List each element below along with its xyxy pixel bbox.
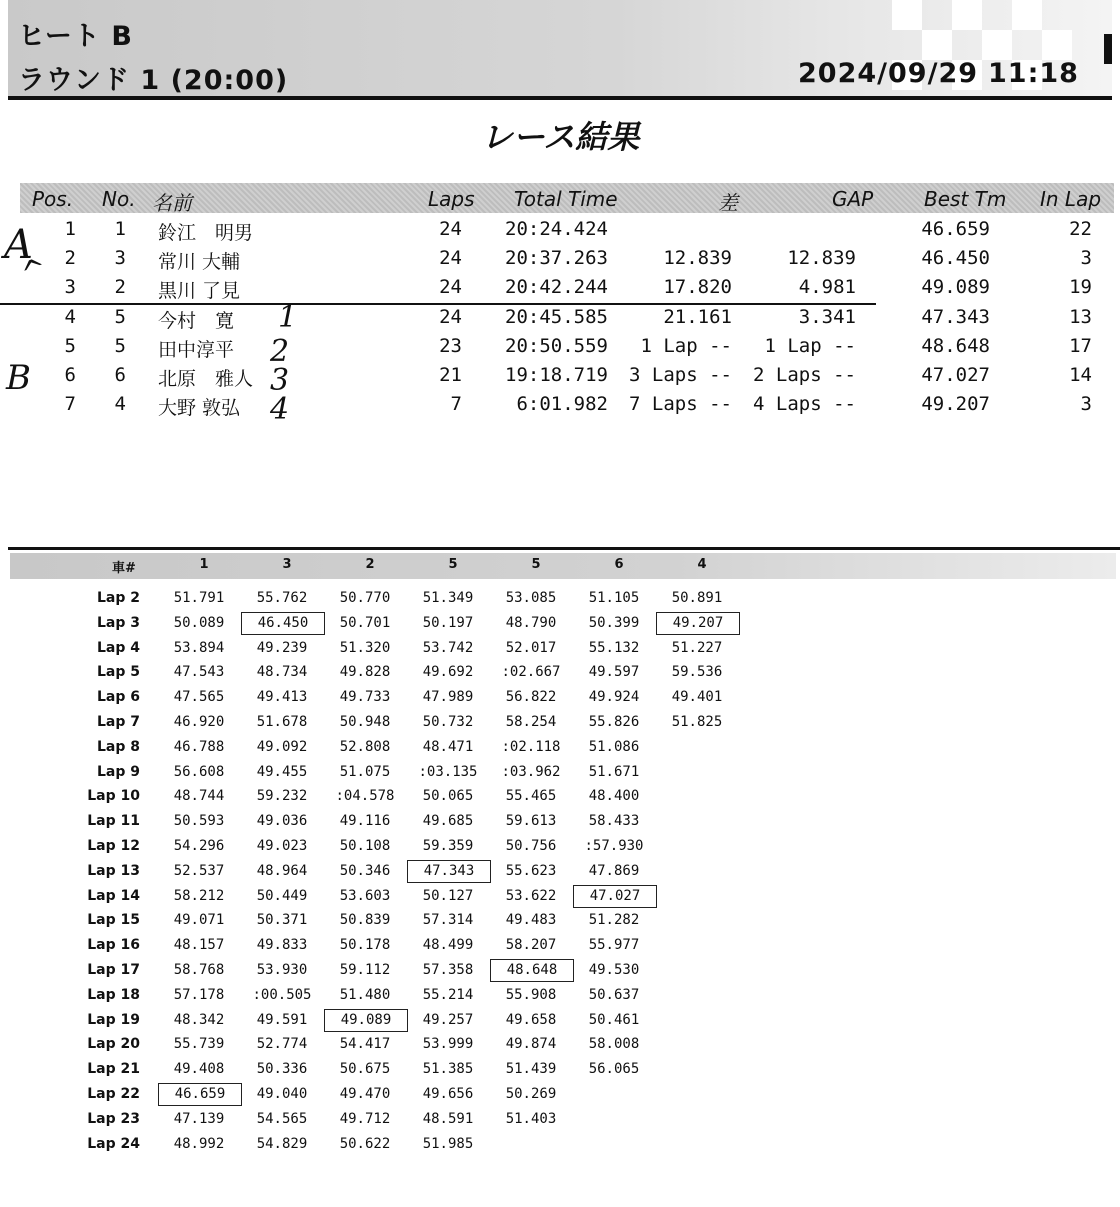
lap-time: 51.825 [671,714,723,730]
lap-time: 49.597 [588,664,640,681]
lap-time: 57.314 [422,912,474,929]
lap-time: 53.999 [422,1036,474,1053]
lap-time: 47.989 [422,689,474,706]
lap-time: 50.449 [256,887,308,904]
lap-time: 55.826 [588,714,640,730]
lap-label: Lap 23 [87,1110,140,1127]
lap-time: :03.135 [418,763,478,780]
lap-table-header [10,553,1116,579]
handwritten-rank-1: 1 [278,300,298,335]
result-row [0,245,1120,274]
header-rule [8,96,1112,100]
lap-time: 50.197 [422,614,474,631]
result-best-time: 46.450 [921,247,990,270]
lap-time: 49.257 [422,1011,474,1028]
lap-time: 46.788 [173,738,225,755]
lap-row [0,1033,1120,1058]
result-row [0,333,1120,362]
lap-time: 49.040 [256,1086,308,1102]
result-gap: 4.981 [798,276,856,299]
lap-time: 48.790 [505,614,557,631]
lap-time: 55.623 [505,862,557,879]
lap-time-best: 47.343 [407,860,491,883]
car-number-label: 車# [112,561,136,576]
lap-time: :57.930 [584,838,644,854]
lap-label: Lap 14 [87,887,140,904]
result-total-time: 20:50.559 [505,334,608,357]
result-car-no: 5 [114,334,126,357]
result-in-lap: 3 [1080,393,1092,416]
lap-time: 50.178 [339,937,391,954]
results-table-header [20,183,1114,213]
lap-time: 49.658 [505,1011,557,1028]
lap-time: 49.924 [588,689,640,706]
result-diff: 17.820 [663,276,732,299]
lap-time: 57.178 [173,986,225,1003]
col-best-time: Best Tm [924,187,1007,211]
result-row [0,216,1120,245]
result-row [0,274,1120,303]
lap-time: 49.408 [173,1061,225,1078]
result-total-time: 19:18.719 [505,364,608,386]
lap-time: 50.336 [256,1061,308,1078]
lap-row [0,835,1120,860]
lap-time-best: 46.450 [241,612,325,635]
lap-row [0,785,1120,810]
lap-time: 49.833 [256,937,308,954]
lap-label: Lap 10 [87,788,140,805]
lap-time: 55.132 [588,639,640,656]
race-date: 2024/09/29 [798,58,979,89]
lap-time: 50.108 [339,838,391,854]
lap-row [0,1133,1120,1158]
result-name: 黒川 了見 [158,280,241,303]
lap-time-best: 46.659 [158,1083,242,1106]
lap-row [0,761,1120,786]
lap-time: 50.701 [339,614,391,631]
lap-time: 49.530 [588,962,640,978]
lap-row [0,711,1120,736]
result-laps: 23 [439,334,462,357]
lap-time: 51.985 [422,1135,474,1152]
col-name: 名前 [152,191,192,215]
lap-time: 51.075 [339,763,391,780]
lap-row [0,934,1120,959]
result-diff: 21.161 [663,305,732,328]
car-col-4: 5 [448,557,458,572]
lap-time: 47.565 [173,689,225,706]
lap-label: Lap 15 [87,912,140,929]
lap-time: 48.157 [173,937,225,954]
result-pos: 6 [64,364,76,386]
result-best-time: 48.648 [921,334,990,357]
lap-time: 49.092 [256,738,308,755]
handwritten-underline [0,303,876,305]
result-pos: 1 [64,218,76,240]
result-total-time: 6:01.982 [516,393,608,416]
col-no: No. [102,187,136,211]
lap-time: 50.675 [339,1061,391,1078]
lap-time: 49.712 [339,1110,391,1127]
result-diff: 1 Lap -- [640,334,732,357]
result-laps: 21 [439,364,462,386]
lap-label: Lap 22 [87,1086,140,1102]
lap-time: 50.732 [422,714,474,730]
car-col-1: 1 [199,557,209,572]
lap-time: 49.483 [505,912,557,929]
lap-time: 48.734 [256,664,308,681]
lap-time: 47.869 [588,862,640,879]
col-total-time: Total Time [514,187,618,211]
car-col-3: 2 [365,557,375,572]
lap-row [0,1009,1120,1034]
lap-time: 56.608 [173,763,225,780]
lap-time: 50.065 [422,788,474,805]
result-car-no: 3 [114,247,126,270]
lap-time: 58.254 [505,714,557,730]
result-gap: 1 Lap -- [764,334,856,357]
lap-time: 51.480 [339,986,391,1003]
lap-time: 49.401 [671,689,723,706]
result-gap: 4 Laps -- [753,393,856,416]
lap-time: 49.239 [256,639,308,656]
car-col-6: 6 [614,557,624,572]
result-pos: 4 [64,305,76,328]
result-car-no: 6 [114,364,126,386]
lap-time: 51.282 [588,912,640,929]
lap-time: 56.065 [588,1061,640,1078]
lap-time: 49.071 [173,912,225,929]
lap-label: Lap 7 [96,714,140,730]
result-in-lap: 13 [1069,305,1092,328]
lap-time: 59.536 [671,664,723,681]
result-laps: 24 [439,305,462,328]
result-pos: 2 [64,247,76,270]
lap-time: 54.417 [339,1036,391,1053]
lap-label: Lap 2 [96,590,140,606]
lap-time: 46.920 [173,714,225,730]
lap-row [0,909,1120,934]
lap-time: 49.036 [256,813,308,830]
lap-table-rule [8,547,1120,550]
handwritten-group-b: B [6,358,31,398]
lap-time: 53.894 [173,639,225,656]
lap-time: 51.385 [422,1061,474,1078]
lap-time: 49.116 [339,813,391,830]
lap-time: 50.269 [505,1086,557,1102]
lap-time: 47.139 [173,1110,225,1127]
lap-label: Lap 4 [96,639,140,656]
lap-time: :00.505 [252,986,312,1003]
result-gap: 2 Laps -- [753,364,856,386]
lap-time: 59.359 [422,838,474,854]
lap-label: Lap 16 [87,937,140,954]
lap-time: 48.342 [173,1011,225,1028]
result-name: 常川 大輔 [158,251,241,274]
lap-time: 50.756 [505,838,557,854]
lap-time: 52.537 [173,862,225,879]
result-car-no: 1 [114,218,126,240]
result-name: 大野 敦弘 [158,397,241,420]
lap-time: :02.667 [501,664,561,681]
lap-time: 55.762 [256,590,308,606]
result-in-lap: 17 [1069,334,1092,357]
result-car-no: 4 [114,393,126,416]
lap-time: 53.622 [505,887,557,904]
result-gap: 3.341 [798,305,856,328]
result-diff: 12.839 [663,247,732,270]
lap-label: Lap 17 [87,962,140,978]
lap-time: :02.118 [501,738,561,755]
result-gap: 12.839 [787,247,856,270]
lap-time: 53.930 [256,962,308,978]
lap-time: 51.227 [671,639,723,656]
lap-row [0,1058,1120,1083]
lap-time: 50.461 [588,1011,640,1028]
lap-time: 48.499 [422,937,474,954]
car-col-7: 4 [697,557,707,572]
result-in-lap: 22 [1069,218,1092,240]
lap-time: 58.008 [588,1036,640,1053]
lap-row [0,984,1120,1009]
lap-time: 51.791 [173,590,225,606]
result-name: 田中淳平 [158,338,235,361]
lap-time: 50.127 [422,887,474,904]
result-in-lap: 3 [1080,247,1092,270]
lap-row [0,1108,1120,1133]
lap-time: 49.828 [339,664,391,681]
car-col-2: 3 [282,557,292,572]
lap-time: 51.439 [505,1061,557,1078]
lap-time: :03.962 [501,763,561,780]
lap-time: 50.637 [588,986,640,1003]
result-pos: 7 [64,393,76,416]
lap-time: 53.742 [422,639,474,656]
lap-time: 54.565 [256,1110,308,1127]
result-laps: 24 [439,247,462,270]
lap-time: 53.603 [339,887,391,904]
lap-time: 48.591 [422,1110,474,1127]
handwritten-rank-4: 4 [270,392,290,427]
lap-time: 55.214 [422,986,474,1003]
lap-row [0,612,1120,637]
lap-time: 49.656 [422,1086,474,1102]
lap-time: 48.964 [256,862,308,879]
lap-row [0,810,1120,835]
lap-time: 59.112 [339,962,391,978]
lap-time: 49.692 [422,664,474,681]
lap-label: Lap 24 [87,1135,140,1152]
lap-row [0,686,1120,711]
result-pos: 5 [64,334,76,357]
lap-time: 49.023 [256,838,308,854]
handwritten-rank-3: 3 [270,363,290,398]
lap-time: 49.874 [505,1036,557,1053]
lap-time: 50.891 [671,590,723,606]
result-total-time: 20:24.424 [505,218,608,240]
lap-time: 55.977 [588,937,640,954]
lap-time: 55.908 [505,986,557,1003]
result-laps: 7 [450,393,462,416]
lap-time: 48.992 [173,1135,225,1152]
lap-time-best: 47.027 [573,885,657,908]
result-best-time: 49.207 [921,393,990,416]
result-pos: 3 [64,276,76,299]
result-row [0,304,1120,333]
lap-time-best: 48.648 [490,959,574,982]
lap-time: 51.349 [422,590,474,606]
round-label: ラウンド 1 (20:00) [18,65,289,96]
result-car-no: 2 [114,276,126,299]
lap-row [0,736,1120,761]
handwritten-tick: ^ [16,250,53,293]
lap-time: 53.085 [505,590,557,606]
lap-label: Lap 6 [96,689,140,706]
handwritten-group-a: A [4,222,33,268]
result-best-time: 49.089 [921,276,990,299]
lap-time: 50.346 [339,862,391,879]
lap-time: 52.017 [505,639,557,656]
lap-time: 58.768 [173,962,225,978]
lap-time: 50.089 [173,614,225,631]
lap-time: 50.371 [256,912,308,929]
header-band [8,0,1112,100]
lap-time: 57.358 [422,962,474,978]
lap-time: 51.320 [339,639,391,656]
lap-time: 49.455 [256,763,308,780]
result-best-time: 46.659 [921,218,990,240]
lap-time-best: 49.207 [656,612,740,635]
lap-time: 48.471 [422,738,474,755]
lap-row [0,1083,1120,1108]
lap-time: 51.403 [505,1110,557,1127]
page-title: レース結果 [480,118,640,156]
result-name: 鈴江 明男 [158,222,254,244]
result-best-time: 47.343 [921,305,990,328]
lap-time: 58.433 [588,813,640,830]
lap-time: 52.808 [339,738,391,755]
lap-time: 49.591 [256,1011,308,1028]
lap-time: :04.578 [335,788,395,805]
lap-row [0,637,1120,662]
race-time: 11:18 [988,58,1079,89]
handwritten-rank-2: 2 [270,334,290,369]
lap-time: 48.400 [588,788,640,805]
result-row [0,362,1120,391]
result-best-time: 47.027 [921,364,990,386]
lap-label: Lap 21 [87,1061,140,1078]
col-in-lap: In Lap [1040,187,1102,211]
lap-time: 51.086 [588,738,640,755]
lap-label: Lap 9 [96,763,140,780]
lap-time: 48.744 [173,788,225,805]
lap-time: 51.671 [588,763,640,780]
lap-label: Lap 13 [87,862,140,879]
result-car-no: 5 [114,305,126,328]
lap-label: Lap 11 [87,813,140,830]
lap-time: 51.105 [588,590,640,606]
lap-time: 55.739 [173,1036,225,1053]
lap-label: Lap 20 [87,1036,140,1053]
lap-time: 49.733 [339,689,391,706]
lap-label: Lap 12 [87,838,140,854]
lap-time: 54.296 [173,838,225,854]
lap-row [0,860,1120,885]
result-laps: 24 [439,276,462,299]
lap-time: 50.948 [339,714,391,730]
lap-time: 58.207 [505,937,557,954]
result-diff: 3 Laps -- [629,364,732,386]
result-in-lap: 14 [1069,364,1092,386]
lap-time: 49.685 [422,813,474,830]
lap-time: 50.399 [588,614,640,631]
lap-time: 52.774 [256,1036,308,1053]
col-gap: GAP [832,187,874,211]
lap-row [0,959,1120,984]
col-laps: Laps [428,187,475,211]
lap-time: 49.470 [339,1086,391,1102]
lap-label: Lap 5 [96,664,140,681]
lap-time: 55.465 [505,788,557,805]
result-total-time: 20:45.585 [505,305,608,328]
result-row [0,391,1120,420]
lap-time: 58.212 [173,887,225,904]
lap-time-best: 49.089 [324,1009,408,1032]
lap-label: Lap 18 [87,986,140,1003]
result-diff: 7 Laps -- [629,393,732,416]
result-name: 北原 雅人 [158,368,254,390]
lap-label: Lap 3 [96,614,140,631]
lap-row [0,885,1120,910]
lap-time: 54.829 [256,1135,308,1152]
result-total-time: 20:37.263 [505,247,608,270]
car-col-5: 5 [531,557,541,572]
result-laps: 24 [439,218,462,240]
lap-row [0,587,1120,612]
heat-label: ヒート B [18,21,133,52]
lap-time: 50.593 [173,813,225,830]
result-total-time: 20:42.244 [505,276,608,299]
lap-time: 59.613 [505,813,557,830]
result-in-lap: 19 [1069,276,1092,299]
lap-time: 49.413 [256,689,308,706]
lap-time: 47.543 [173,664,225,681]
lap-label: Lap 8 [96,738,140,755]
lap-time: 50.839 [339,912,391,929]
lap-time: 50.622 [339,1135,391,1152]
lap-label: Lap 19 [87,1011,140,1028]
lap-time: 50.770 [339,590,391,606]
lap-time: 51.678 [256,714,308,730]
col-diff: 差 [718,191,738,215]
lap-time: 56.822 [505,689,557,706]
col-pos: Pos. [32,187,74,211]
result-name: 今村 寛 [158,309,235,332]
lap-row [0,661,1120,686]
lap-time: 59.232 [256,788,308,805]
